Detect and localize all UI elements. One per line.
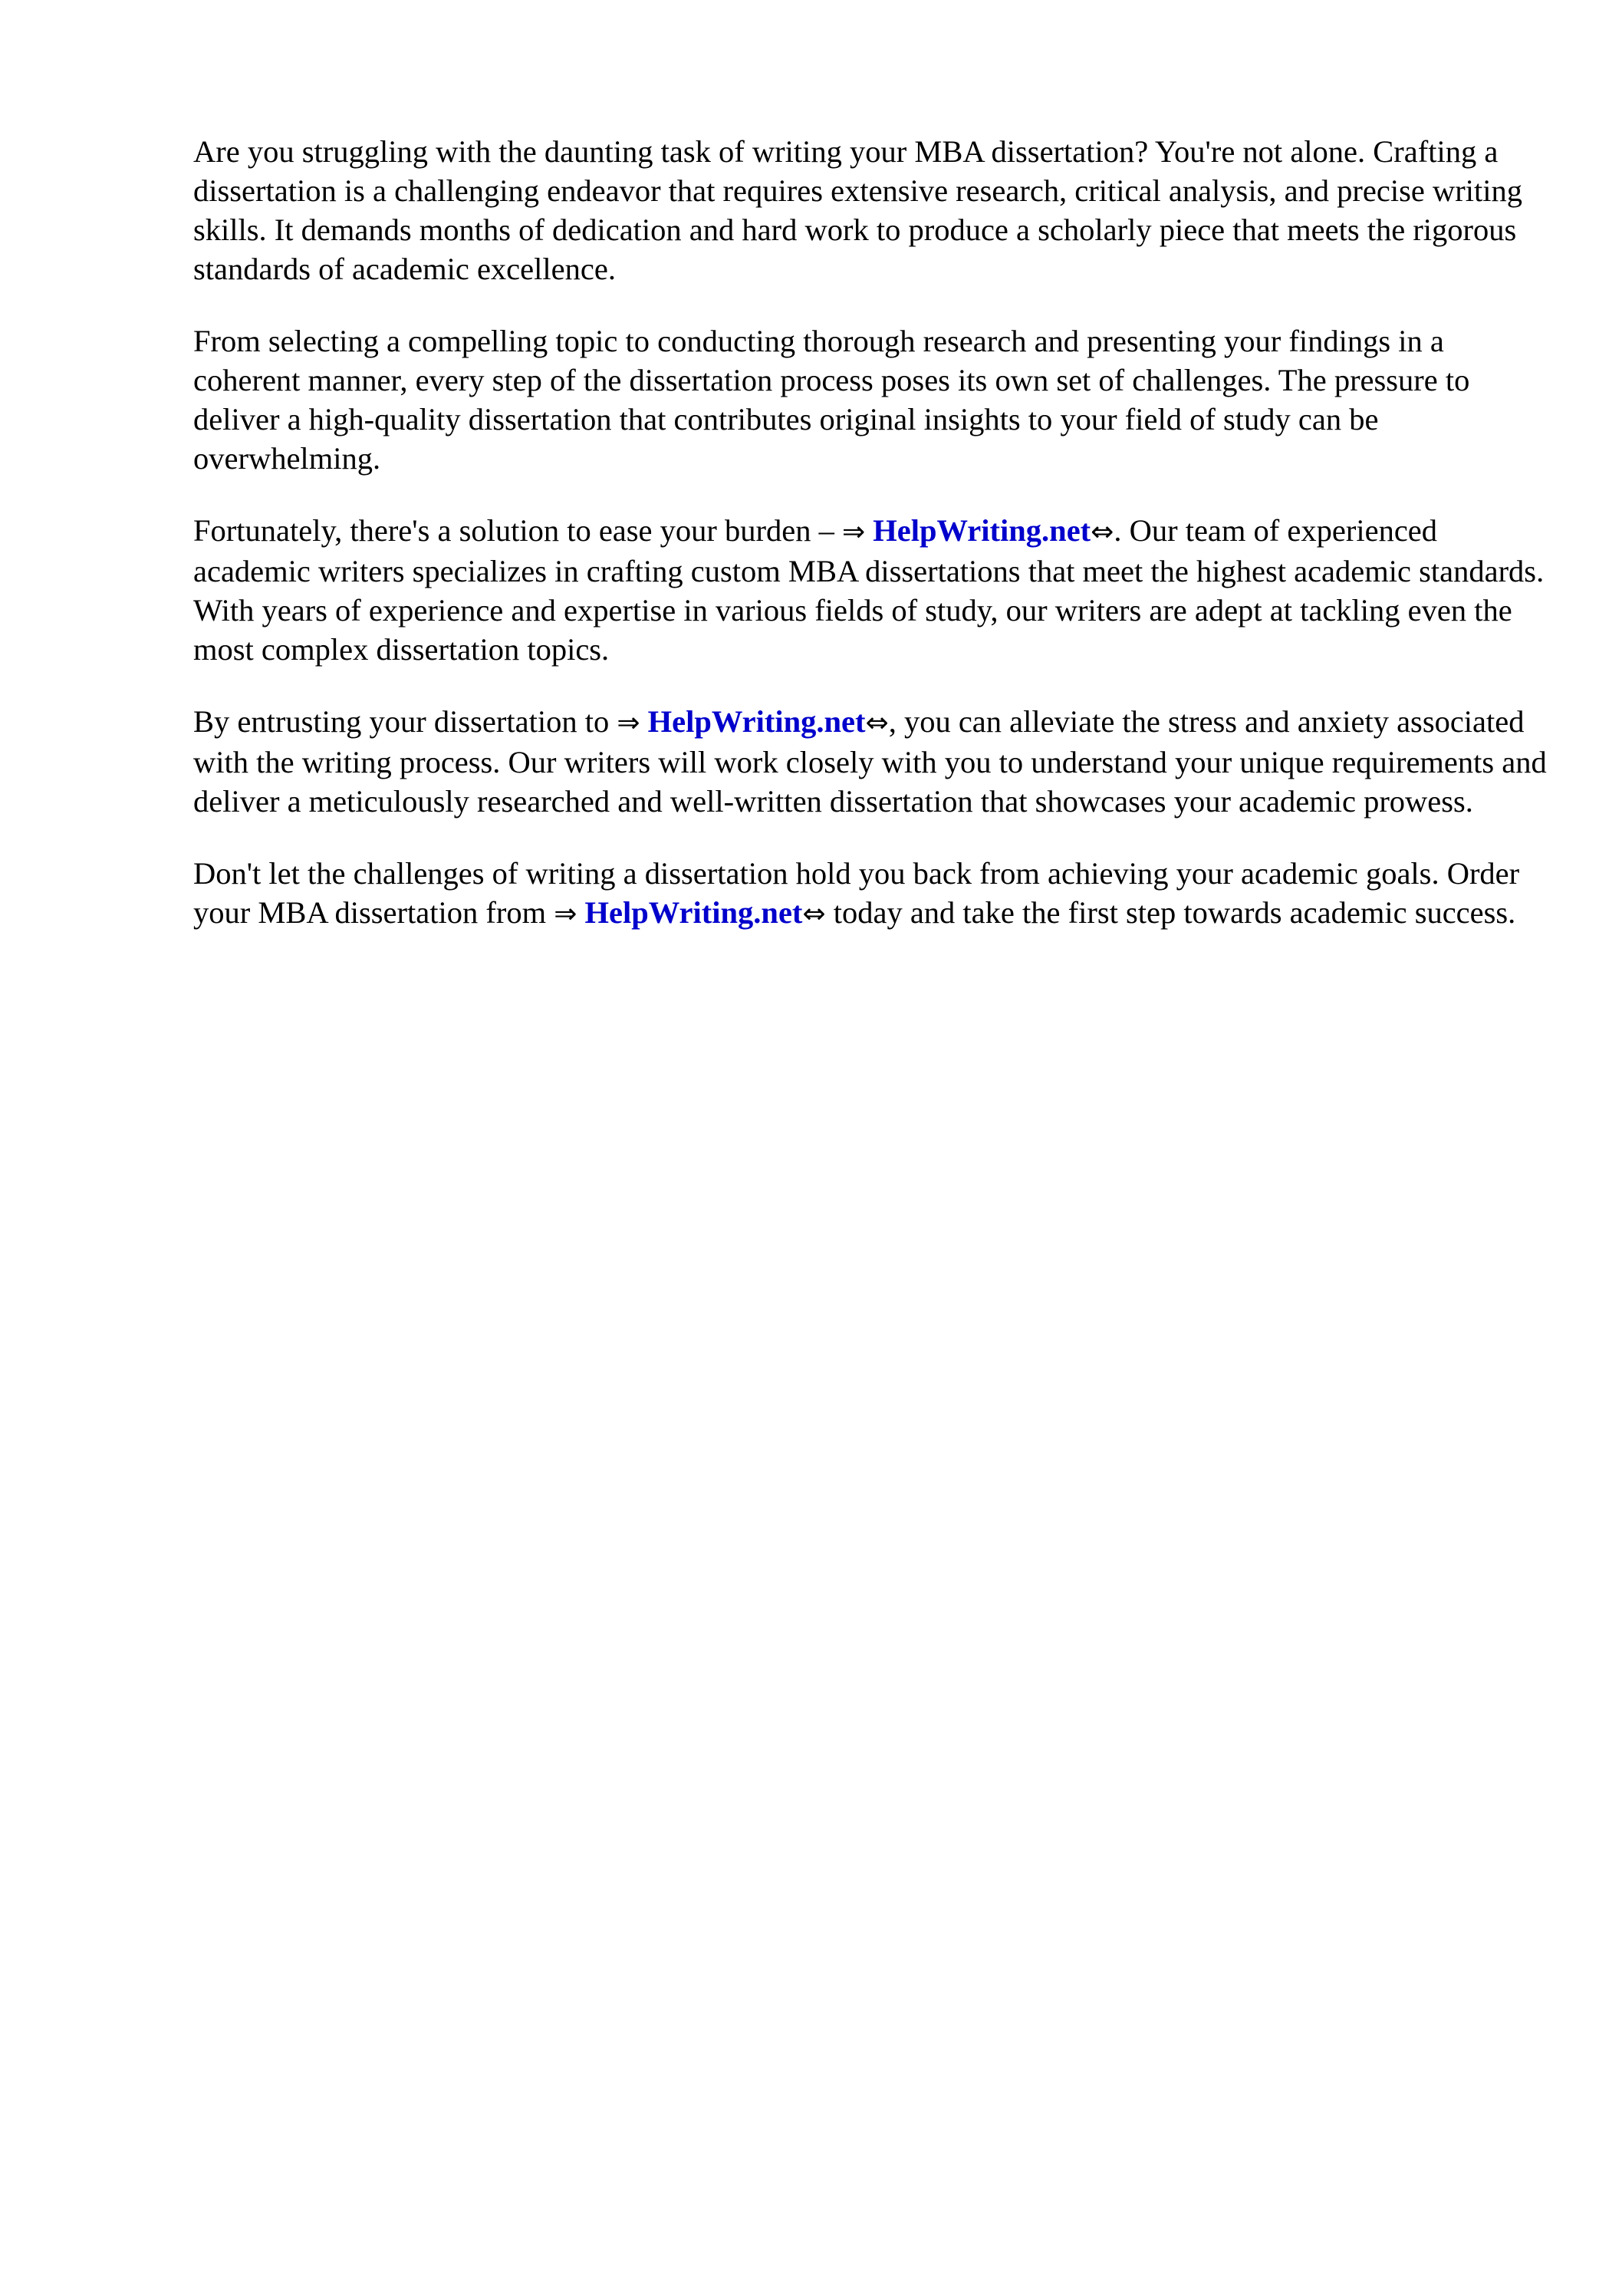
left-right-arrow-icon: ⇔ <box>1091 516 1114 548</box>
paragraph-solution <box>193 511 1551 669</box>
paragraph-text: By entrusting your dissertation to <box>193 704 617 739</box>
paragraph-text: Fortunately, there's a solution to ease your burden – <box>193 513 842 548</box>
right-arrow-icon: ⇒ <box>554 898 577 930</box>
paragraph-text: today and take the first step towards academic success. <box>825 895 1516 930</box>
paragraph-text: Don't let the challenges of writing a dissertation hold you back from achieving your academic goals. Order your MBA dissertation from <box>193 856 1520 930</box>
paragraph-intro: Are you struggling with the daunting task of writing your MBA dissertation? You're not alone. Crafting a dissertation is a challenging endeavor that requires extensive research, critical analysis, and precise writing skills. It demands months of dedication and hard work to produce a scholarly piece that meets the rigorous standards of academic excellence. <box>193 134 1522 286</box>
helpwriting-link[interactable]: HelpWriting.net <box>584 895 803 930</box>
right-arrow-icon: ⇒ <box>841 516 866 548</box>
right-arrow-icon: ⇒ <box>617 707 640 739</box>
document-page <box>193 132 1551 967</box>
helpwriting-link[interactable]: HelpWriting.net <box>647 704 866 739</box>
paragraph-challenges: From selecting a compelling topic to conducting thorough research and presenting your findings in a coherent manner, every step of the dissertation process poses its own set of challenges. The pressure to deliver a high-quality dissertation that contributes original insights to your field of study can be overwhelming. <box>193 324 1470 476</box>
left-right-arrow-icon: ⇔ <box>802 898 826 930</box>
helpwriting-link[interactable]: HelpWriting.net <box>873 513 1091 548</box>
paragraph-text: , you can alleviate the stress and anxiety associated with the writing process. Our writers will work closely with you to understand your unique requirements and deliver a meticulously researched and well-written dissertation that showcases your academic prowess. <box>193 704 1547 819</box>
left-right-arrow-icon: ⇔ <box>865 707 889 739</box>
paragraph-text: . Our team of experienced academic writers specializes in crafting custom MBA dissertations that meet the highest academic standards. With years of experience and expertise in various fields of study, our writers are adept at tackling even the most complex dissertation topics. <box>193 513 1545 667</box>
paragraph-entrusting <box>193 702 1551 821</box>
paragraph-closing <box>193 854 1551 934</box>
